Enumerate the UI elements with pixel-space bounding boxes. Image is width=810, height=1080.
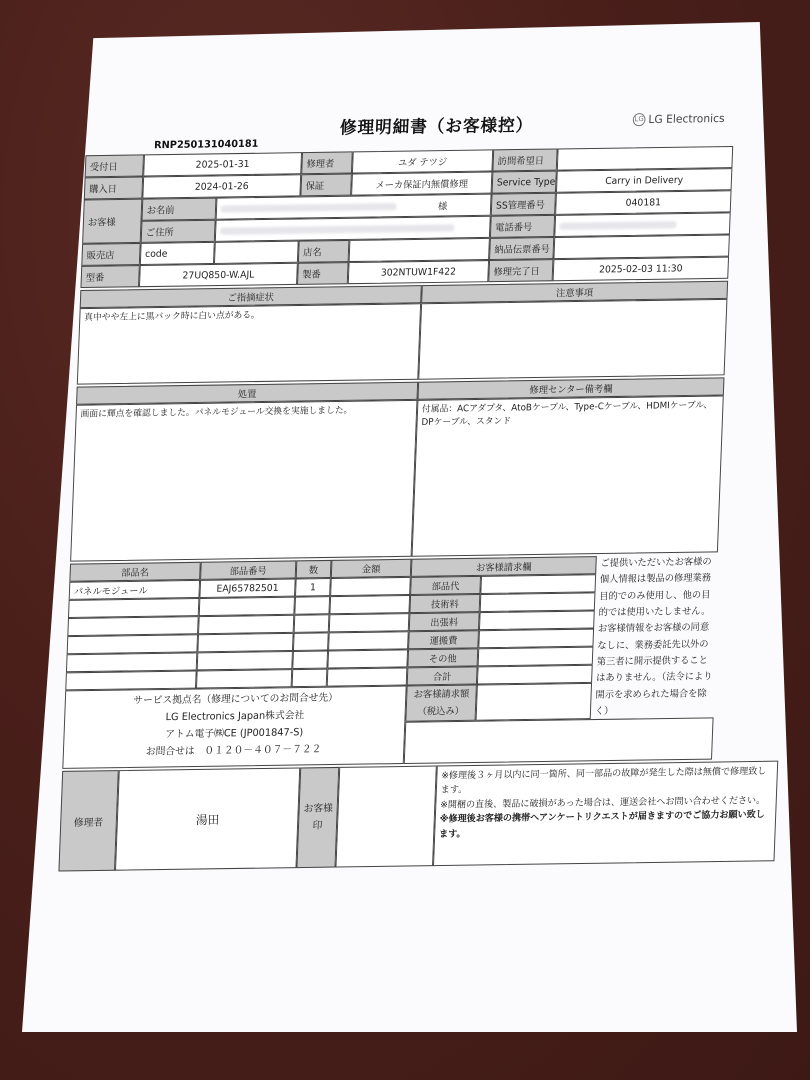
billing-row-label: 部品代 xyxy=(410,576,481,595)
brand-name: LG Electronics xyxy=(648,111,725,127)
parts-col-number: 部品番号 xyxy=(200,560,296,579)
redacted-phone xyxy=(559,221,676,230)
billing-value xyxy=(480,574,596,594)
notes-header: 注意事項 xyxy=(421,281,728,304)
reception-date: 2025-01-31 xyxy=(143,152,302,176)
lg-logo-icon: LG xyxy=(633,113,646,126)
parts-col-qty: 数 xyxy=(296,560,332,579)
reception-date-label: 受付日 xyxy=(85,154,144,177)
billing-header: お客様請求欄 xyxy=(411,556,597,577)
billing-total-label xyxy=(405,685,477,722)
parts-cell xyxy=(294,614,330,633)
redacted-address xyxy=(220,224,454,234)
service-center-phone: お問合せは ０１２０－４０７－７２２ xyxy=(145,744,322,758)
parts-cell xyxy=(66,652,197,672)
blank-box xyxy=(404,717,714,764)
store-label: 販売店 xyxy=(81,243,140,266)
customer-seal-label xyxy=(296,767,339,868)
visit-wish-label: 訪問希望日 xyxy=(492,148,557,171)
brand-logo xyxy=(633,112,725,126)
billing-value xyxy=(477,665,593,685)
parts-cell: パネルモジュール xyxy=(69,580,200,600)
parts-cell xyxy=(294,596,330,615)
service-type: Carry in Delivery xyxy=(556,168,732,193)
parts-col-name: 部品名 xyxy=(69,562,200,582)
symptom-header: ご指摘症状 xyxy=(80,285,422,308)
ticket-number: RNP250131040181 xyxy=(153,138,259,152)
treatment-text: 画面に輝点を確認しました。パネルモジュール交換を実施しました。 xyxy=(70,400,417,562)
billing-value xyxy=(480,592,596,612)
privacy-notice: ご提供いただいたお客様の個人情報は製品の修理業務目的でのみ使用し、他の目的では使用いたしません。お客様情報をお客様の同意なしに、業務委託先以外の第三者に開示提供することはありません。（法令により開示を求められた場合を除く） xyxy=(594,556,713,717)
parts-cell xyxy=(330,577,411,596)
center-remarks-header: 修理センター備考欄 xyxy=(417,377,724,400)
name-suffix: 様 xyxy=(437,201,448,213)
ss-no-label: SS管理番号 xyxy=(491,193,556,216)
parts-cell xyxy=(198,615,294,634)
footer-notes xyxy=(433,761,778,867)
parts-cell xyxy=(65,670,196,690)
warranty-label: 保証 xyxy=(300,174,352,197)
center-remarks-text: 付属品：ACアダプタ、AtoBケーブル、Type-Cケーブル、HDMIケーブル、DPケーブル、スタンド xyxy=(412,395,724,556)
billing-value xyxy=(478,629,594,649)
technician: ユダ テツジ xyxy=(352,149,493,173)
customer-seal-line2: 印 xyxy=(312,820,323,832)
footer-note-2: ※開梱の直後、製品に破損があった場合は、運送会社へお問い合わせください。 xyxy=(439,794,766,811)
warranty: メーカ保証内無償修理 xyxy=(351,172,492,196)
purchase-date: 2024-01-26 xyxy=(142,174,301,198)
symptom-text: 真中やや左上に黒バック時に白い点がある。 xyxy=(77,303,421,384)
sign-technician-label: 修理者 xyxy=(58,770,118,871)
billing-total-label-2: （税込み） xyxy=(417,705,465,718)
parts-cell: EAJ65782501 xyxy=(199,579,295,598)
ss-no: 040181 xyxy=(555,190,731,215)
parts-cell xyxy=(329,595,410,614)
address-label: ご住所 xyxy=(141,220,216,243)
parts-cell xyxy=(327,649,408,668)
serial-label: 製番 xyxy=(297,262,349,285)
store-code: code xyxy=(140,242,215,265)
visit-wish xyxy=(557,146,733,171)
customer-label: お客様 xyxy=(82,199,142,244)
billing-total-value xyxy=(476,683,592,721)
phone-label: 電話番号 xyxy=(490,215,555,238)
parts-cell xyxy=(292,650,328,669)
parts-cell xyxy=(327,667,408,686)
billing-row-label: 出張料 xyxy=(409,612,480,631)
footer-note-1: ※修理後３ヶ月以内に同一箇所、同一部品の故障が発生した際は無償で修理致します。 xyxy=(440,765,767,797)
billing-row-label: 合計 xyxy=(407,666,478,685)
completion: 2025-02-03 11:30 xyxy=(553,257,729,282)
parts-cell xyxy=(197,651,293,670)
parts-cell xyxy=(199,597,295,616)
service-type-label: Service Type xyxy=(492,171,557,194)
customer-seal-box xyxy=(335,766,436,868)
service-center-box xyxy=(62,686,406,769)
redacted-name xyxy=(221,203,397,213)
document-title: 修理明細書（お客様控） xyxy=(339,115,534,139)
billing-row-label: 運搬費 xyxy=(408,630,479,649)
parts-cell xyxy=(293,632,329,651)
service-center-line1: サービス拠点名（修理についてのお問合せ先） xyxy=(132,692,339,707)
parts-cell xyxy=(196,669,292,688)
name-label: お名前 xyxy=(142,198,217,221)
parts-cell xyxy=(197,633,293,652)
notes-text xyxy=(418,299,727,380)
phone-field xyxy=(554,212,730,237)
footer-note-3: ※修理後お客様の携帯へアンケートリクエストが届きますのでご協力お願い致します。 xyxy=(438,809,765,840)
billing-total-label-1: お客様請求額 xyxy=(413,688,470,701)
store-value xyxy=(214,241,299,264)
shop-name-label: 店名 xyxy=(298,240,350,263)
parts-cell xyxy=(328,631,409,650)
parts-cell: 1 xyxy=(295,578,331,597)
parts-col-amount: 金額 xyxy=(331,559,412,578)
parts-cell xyxy=(329,613,410,632)
purchase-date-label: 購入日 xyxy=(84,177,143,200)
completion-label: 修理完了日 xyxy=(488,259,553,282)
billing-row-label: 技術料 xyxy=(409,594,480,613)
serial: 302NTUW1F422 xyxy=(348,260,489,284)
technician-label: 修理者 xyxy=(301,151,353,174)
customer-seal-line1: お客様 xyxy=(303,803,334,815)
parts-cell xyxy=(292,669,328,688)
parts-cell xyxy=(67,634,198,654)
invoice-no-label: 納品伝票番号 xyxy=(489,237,554,260)
model-label: 型番 xyxy=(80,265,139,288)
service-center-line2: LG Electronics Japan株式会社 xyxy=(165,710,305,724)
billing-value xyxy=(478,647,594,667)
treatment-header: 処置 xyxy=(76,382,418,405)
billing-row-label: その他 xyxy=(407,648,478,667)
shop-name xyxy=(349,238,490,262)
sign-technician-name: 湯田 xyxy=(115,767,300,870)
service-center-line3: アトム電子㈱CE (JP001847-S) xyxy=(165,727,304,741)
parts-cell xyxy=(67,616,198,636)
billing-value xyxy=(479,610,595,630)
parts-cell xyxy=(68,598,199,618)
invoice-no xyxy=(553,234,729,259)
repair-statement xyxy=(58,105,789,875)
model: 27UQ850-W.AJL xyxy=(139,263,298,287)
